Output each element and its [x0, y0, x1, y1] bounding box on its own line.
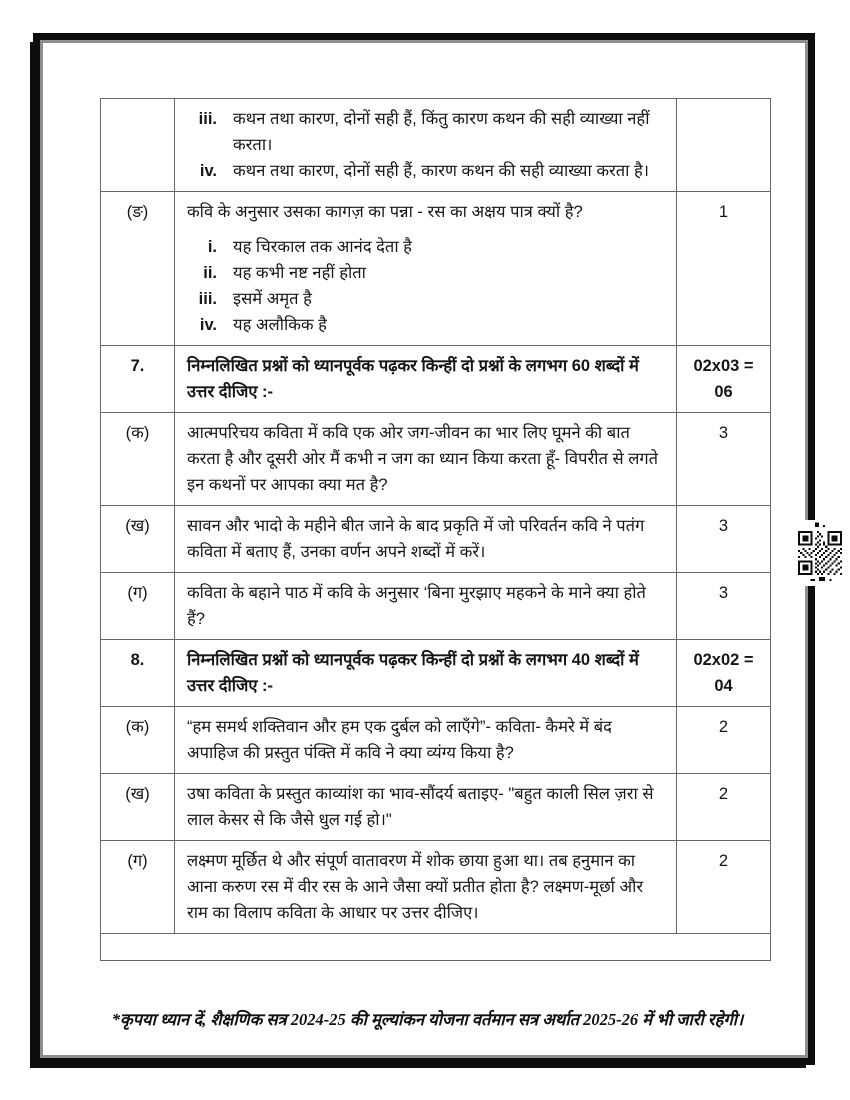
question-text: उषा कविता के प्रस्तुत काव्यांश का भाव-सौंदर्य बताइए- "बहुत काली सिल ज़रा से लाल केसर से कि जैसे धुल गई हो।" — [187, 785, 654, 829]
marks-cell: 2 — [677, 774, 771, 841]
option-item — [187, 286, 664, 312]
question-text: आत्मपरिचय कविता में कवि एक ओर जग-जीवन का भार लिए घूमने की बात करता है और दूसरी ओर मैं कभी न जग का ध्यान किया करता हूँ- विपरीत से लगते इन कथनों पर आपका क्या मत है? — [187, 424, 659, 494]
option-text: कथन तथा कारण, दोनों सही हैं, कारण कथन की सही व्याख्या करता है। — [233, 162, 650, 180]
question-number: 8. — [101, 640, 175, 707]
marks-cell — [677, 99, 771, 192]
option-marker: iv. — [199, 316, 217, 334]
question-cell — [175, 413, 677, 506]
table-row — [101, 774, 771, 841]
option-text: यह कभी नष्ट नहीं होता — [233, 264, 366, 282]
table-row — [101, 99, 771, 192]
question-number: (ख) — [101, 506, 175, 573]
question-cell — [175, 707, 677, 774]
option-item — [187, 312, 664, 338]
marks-cell: 3 — [677, 506, 771, 573]
marks-cell: 02x03 = 06 — [677, 346, 771, 413]
question-text: लक्ष्मण मूर्छित थे और संपूर्ण वातावरण में शोक छाया हुआ था। तब हनुमान का आना करुण रस में वीर रस के आने जैसा क्यों प्रतीत होता है? लक्ष्मण-मूर्छा और राम का विलाप कविता के आधार पर उत्तर दीजिए। — [187, 852, 644, 922]
option-marker: iii. — [198, 110, 217, 128]
question-number: (ग) — [101, 573, 175, 640]
marks-cell: 02x02 = 04 — [677, 640, 771, 707]
question-cell — [175, 573, 677, 640]
question-number — [101, 99, 175, 192]
marks-cell: 3 — [677, 413, 771, 506]
table-row — [101, 707, 771, 774]
option-marker: iii. — [198, 290, 217, 308]
question-number: (ङ) — [101, 192, 175, 346]
question-text: कविता के बहाने पाठ में कवि के अनुसार ‘बिना मुरझाए महकने के माने क्या होते हैं? — [187, 584, 646, 628]
question-cell — [175, 640, 677, 707]
question-number: (क) — [101, 413, 175, 506]
marks-cell: 1 — [677, 192, 771, 346]
table-row — [101, 346, 771, 413]
question-number: (क) — [101, 707, 175, 774]
question-text: कवि के अनुसार उसका कागज़ का पन्ना - रस का अक्षय पात्र क्यों है? — [187, 203, 583, 221]
question-number: (ख) — [101, 774, 175, 841]
table-row — [101, 413, 771, 506]
table-row — [101, 506, 771, 573]
option-text: कथन तथा कारण, दोनों सही हैं, किंतु कारण कथन की सही व्याख्या नहीं करता। — [233, 110, 650, 154]
option-text: यह चिरकाल तक आनंद देता है — [233, 238, 412, 256]
option-text: यह अलौकिक है — [233, 316, 327, 334]
question-text: “हम समर्थ शक्तिवान और हम एक दुर्बल को लाएँगे”- कविता- कैमरे में बंद अपाहिज की प्रस्तुत पंक्ति में कवि ने क्या व्यंग्य किया है? — [187, 718, 612, 762]
marks-cell: 2 — [677, 841, 771, 934]
option-item — [187, 260, 664, 286]
qr-code-image — [796, 522, 844, 584]
marks-cell: 2 — [677, 707, 771, 774]
marks-cell: 3 — [677, 573, 771, 640]
question-cell — [175, 192, 677, 346]
question-table-container — [100, 98, 771, 961]
option-item — [187, 234, 664, 260]
question-table — [100, 98, 771, 961]
question-text: निम्नलिखित प्रश्नों को ध्यानपूर्वक पढ़कर किन्हीं दो प्रश्नों के लगभग 40 शब्दों में उत्तर दीजिए :- — [187, 651, 639, 695]
question-cell — [175, 506, 677, 573]
table-row — [101, 841, 771, 934]
question-cell — [175, 346, 677, 413]
question-text: निम्नलिखित प्रश्नों को ध्यानपूर्वक पढ़कर किन्हीं दो प्रश्नों के लगभग 60 शब्दों में उत्तर दीजिए :- — [187, 357, 639, 401]
option-text: इसमें अमृत है — [233, 290, 312, 308]
option-marker: i. — [207, 238, 217, 256]
option-list — [187, 106, 664, 184]
table-row — [101, 573, 771, 640]
option-list — [187, 234, 664, 338]
question-cell — [175, 774, 677, 841]
table-row — [101, 934, 771, 961]
question-number: (ग) — [101, 841, 175, 934]
table-row — [101, 640, 771, 707]
option-item — [187, 158, 664, 184]
question-cell — [175, 99, 677, 192]
table-row — [101, 192, 771, 346]
option-marker: iv. — [199, 162, 217, 180]
footer-note: *कृपया ध्यान दें, शैक्षणिक सत्र 2024-25 की मूल्यांकन योजना वर्तमान सत्र अर्थात 2025-26 में भी जारी रहेगी। — [111, 1010, 744, 1029]
question-text: सावन और भादो के महीने बीत जाने के बाद प्रकृति में जो परिवर्तन कवि ने पतंग कविता में बताए हैं, उनका वर्णन अपने शब्दों में करें। — [187, 517, 645, 561]
empty-cell — [101, 934, 771, 961]
option-marker: ii. — [203, 264, 217, 282]
question-number: 7. — [101, 346, 175, 413]
option-item — [187, 106, 664, 158]
qr-code-icon — [795, 520, 845, 586]
question-cell — [175, 841, 677, 934]
